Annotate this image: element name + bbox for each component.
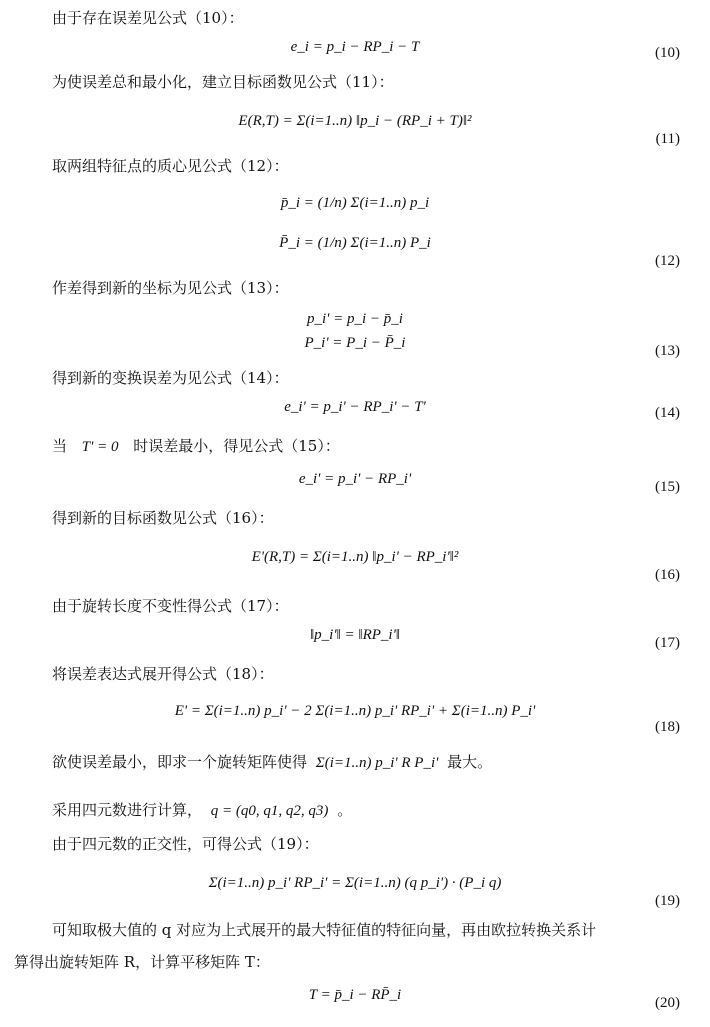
equation-number-20: (20) [655,995,680,1011]
equation-number-11: (11) [655,131,680,147]
equation-15: e_i' = p_i' − RP_i' [298,471,412,487]
equation-number-14: (14) [655,405,680,421]
equation-20: T = p̄_i − RP̄_i [308,987,402,1003]
equation-17: ‖p_i'‖ = ‖RP_i'‖ [309,627,401,643]
paragraph-eq15-post: 时误差最小，得见公式（15）： [133,437,340,455]
paragraph-eq18-intro: 将误差表达式展开得公式（18）： [52,665,274,683]
paragraph-eq10-intro: 由于存在误差见公式（10）： [52,9,244,27]
paragraph-eq15-pre: 当 [52,437,68,455]
equation-16: E'(R,T) = Σ(i=1..n) ‖p_i' − RP_i'‖² [251,549,459,565]
equation-12b: P̄_i = (1/n) Σ(i=1..n) P_i [279,235,431,251]
equation-13b: P_i' = P_i − P̄_i [304,335,406,351]
equation-number-17: (17) [655,635,680,651]
paragraph-eq20-line1: 可知取极大值的 q 对应为上式展开的最大特征值的特征向量，再由欧拉转换关系计 [52,921,597,939]
paragraph-quaternion [52,800,352,821]
paragraph-eq15-intro [52,436,340,457]
paragraph-quaternion-pre: 采用四元数进行计算， [52,801,203,819]
equation-18: E' = Σ(i=1..n) p_i' − 2 Σ(i=1..n) p_i' RP_i' + Σ(i=1..n) P_i' [174,703,536,719]
paragraph-eq19-intro: 由于四元数的正交性，可得公式（19）： [52,835,319,853]
equation-number-18: (18) [655,719,680,735]
equation-13a: p_i' = p_i − p̄_i [307,311,403,327]
paragraph-eq13-intro: 作差得到新的坐标为见公式（13）： [52,279,289,297]
equation-12a: p̄_i = (1/n) Σ(i=1..n) p_i [280,195,430,211]
paragraph-max-rotation [52,752,492,773]
inline-math-sum: Σ(i=1..n) p_i' R P_i' [315,755,439,771]
equation-14: e_i' = p_i' − RP_i' − T' [284,399,426,415]
equation-number-19: (19) [655,893,680,909]
equation-11: E(R,T) = Σ(i=1..n) ‖p_i − (RP_i + T)‖² [238,113,472,129]
paragraph-max-rotation-post: 最大。 [447,753,493,771]
paragraph-eq12-intro: 取两组特征点的质心见公式（12）： [52,157,289,175]
paragraph-eq17-intro: 由于旋转长度不变性得公式（17）： [52,597,289,615]
paragraph-eq11-intro: 为使误差总和最小化，建立目标函数见公式（11）： [52,73,394,91]
equation-number-12: (12) [655,253,680,269]
paragraph-eq14-intro: 得到新的变换误差为见公式（14）： [52,369,289,387]
equation-19: Σ(i=1..n) p_i' RP_i' = Σ(i=1..n) (q p_i') · (P_i q) [208,875,502,891]
paragraph-max-rotation-pre: 欲使误差最小，即求一个旋转矩阵使得 [52,753,308,771]
inline-math-t-prime: T' = 0 [81,439,119,455]
equation-number-10: (10) [655,45,680,61]
paragraph-eq20-line2: 算得出旋转矩阵 R，计算平移矩阵 T： [14,953,270,971]
equation-number-13: (13) [655,343,680,359]
paragraph-eq16-intro: 得到新的目标函数见公式（16）： [52,509,274,527]
equation-number-15: (15) [655,479,680,495]
inline-math-quaternion: q = (q0, q1, q2, q3) [210,803,329,819]
equation-number-16: (16) [655,567,680,583]
equation-10: e_i = p_i − RP_i − T [290,39,420,55]
paragraph-quaternion-post: 。 [337,801,353,819]
